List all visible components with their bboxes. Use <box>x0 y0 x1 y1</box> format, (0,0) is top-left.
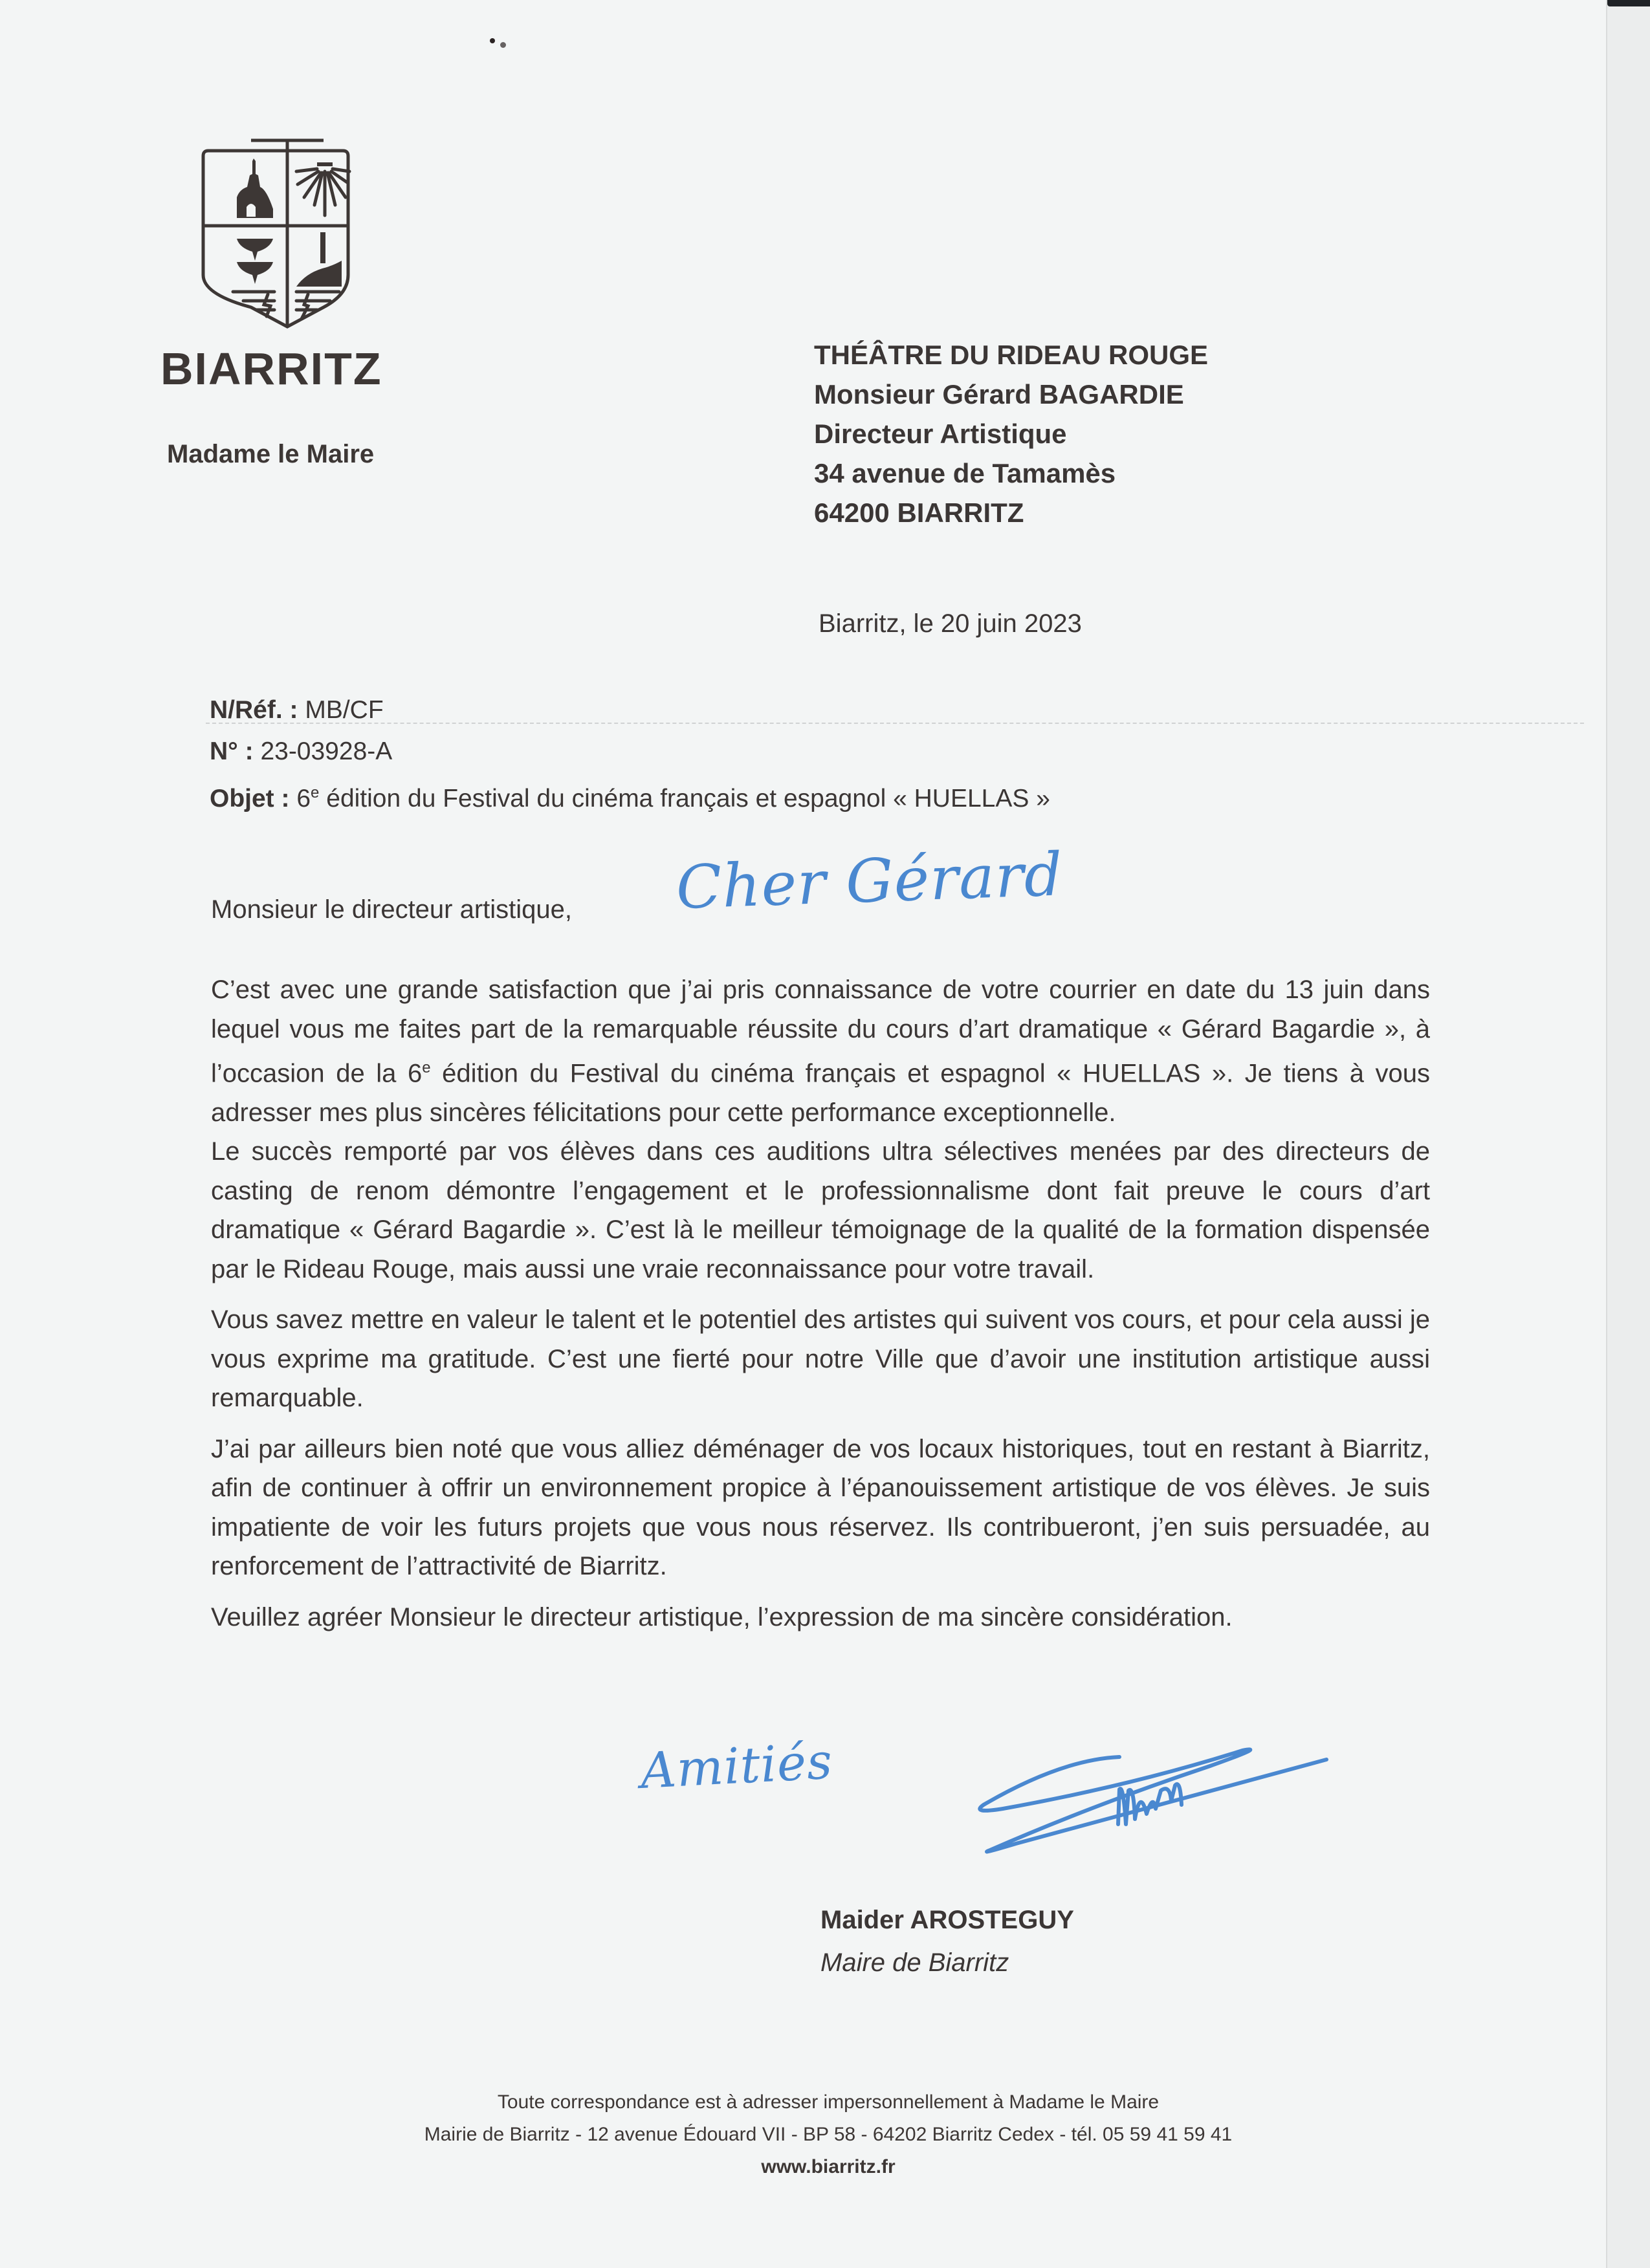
letter-body <box>211 970 1430 1637</box>
subject-sup: e <box>311 784 320 801</box>
ref-line <box>210 690 1050 731</box>
number-value: 23-03928-A <box>260 737 393 765</box>
body-paragraph-4: J’ai par ailleurs bien noté que vous alliez déménager de vos locaux historiques, tout en restant à Biarritz, afin de continuer à offrir un environnement propice à l’épanouissement artistique de vos élèves. Je suis impatiente de voir les futurs projets que vous nous réservez. Ils contribueront, j’en suis persuadée, au renforcement de l’attractivité de Biarritz. <box>211 1434 1430 1581</box>
scan-edge <box>1606 0 1650 2268</box>
mayor-signature <box>964 1747 1333 1857</box>
ref-value: MB/CF <box>305 696 384 724</box>
footer-website: www.biarritz.fr <box>761 2156 896 2177</box>
superscript: e <box>422 1059 431 1076</box>
body-paragraph-3: Vous savez mettre en valeur le talent et le potentiel des artistes qui suivent vos cours, et pour cela aussi je vous exprime ma gratitude. C’est une fierté pour notre Ville que d’avoir une institution artistique aussi remarquable. <box>211 1305 1430 1413</box>
body-text-part: C’est avec une grande satisfaction que j’ai pris connaissance de votre courrier en date du 13 juin dans lequel vous me faites part de la remarquable réussite du cours d’art dramatique « Gérard Bagardie », à l’occasion de la 6 <box>211 976 1430 1088</box>
subject-num: 6 <box>296 785 311 812</box>
ink-speck <box>500 42 506 48</box>
body-paragraph-5: Veuillez agréer Monsieur le directeur artistique, l’expression de ma sincère considération. <box>211 1602 1233 1631</box>
number-line <box>210 731 1050 772</box>
ink-speck <box>490 38 495 43</box>
footer <box>362 2086 1294 2183</box>
body-paragraph-2: Le succès remporté par vos élèves dans ces auditions ultra sélectives menées par des directeurs de casting de renom démontre l’engagement et le professionnalisme dont fait preuve le cours d’art dramatique « Gérard Bagardie ». C’est là le meilleur témoignage de la qualité de la formation dispensée par le Rideau Rouge, mais aussi une vraie reconnaissance pour votre travail. <box>211 1137 1430 1283</box>
footer-line-1: Toute correspondance est à adresser impersonnellement à Madame le Maire <box>497 2091 1160 2113</box>
letter-date: Biarritz, le 20 juin 2023 <box>819 609 1082 638</box>
body-paragraph-1 <box>211 970 1430 1132</box>
recipient-line: 64200 BIARRITZ <box>814 497 1024 528</box>
scan-corner <box>1607 0 1650 6</box>
ref-label: N/Réf. : <box>210 696 298 724</box>
sender-title: Madame le Maire <box>167 440 375 468</box>
recipient-line: THÉÂTRE DU RIDEAU ROUGE <box>814 340 1209 370</box>
brand-name: BIARRITZ <box>160 343 382 394</box>
biarritz-crest-icon <box>194 133 356 340</box>
subject-text: édition du Festival du cinéma français et espagnol « HUELLAS » <box>326 785 1050 812</box>
recipient-line: Directeur Artistique <box>814 419 1067 449</box>
signer-block <box>820 1899 1074 1984</box>
handwritten-greeting: Cher Gérard <box>675 840 1064 922</box>
references-block <box>210 690 1050 820</box>
salutation: Monsieur le directeur artistique, <box>211 895 573 924</box>
subject-label: Objet : <box>210 785 290 812</box>
footer-line-2: Mairie de Biarritz - 12 avenue Édouard VII - BP 58 - 64202 Biarritz Cedex - tél. 05 59 41 59 41 <box>424 2124 1233 2145</box>
recipient-line: Monsieur Gérard BAGARDIE <box>814 379 1184 409</box>
signer-name: Maider AROSTEGUY <box>820 1906 1074 1934</box>
number-label: N° : <box>210 737 254 765</box>
handwritten-closing: Amitiés <box>639 1732 834 1800</box>
signer-role: Maire de Biarritz <box>820 1948 1009 1977</box>
body-text-part: édition du Festival du cinéma français et espagnol « HUELLAS ». Je tiens à vous adresser mes plus sincères félicitations pour cette performance exceptionnelle. <box>211 1059 1431 1127</box>
recipient-address <box>814 335 1208 532</box>
subject-line <box>210 772 1050 820</box>
recipient-line: 34 avenue de Tamamès <box>814 458 1116 488</box>
